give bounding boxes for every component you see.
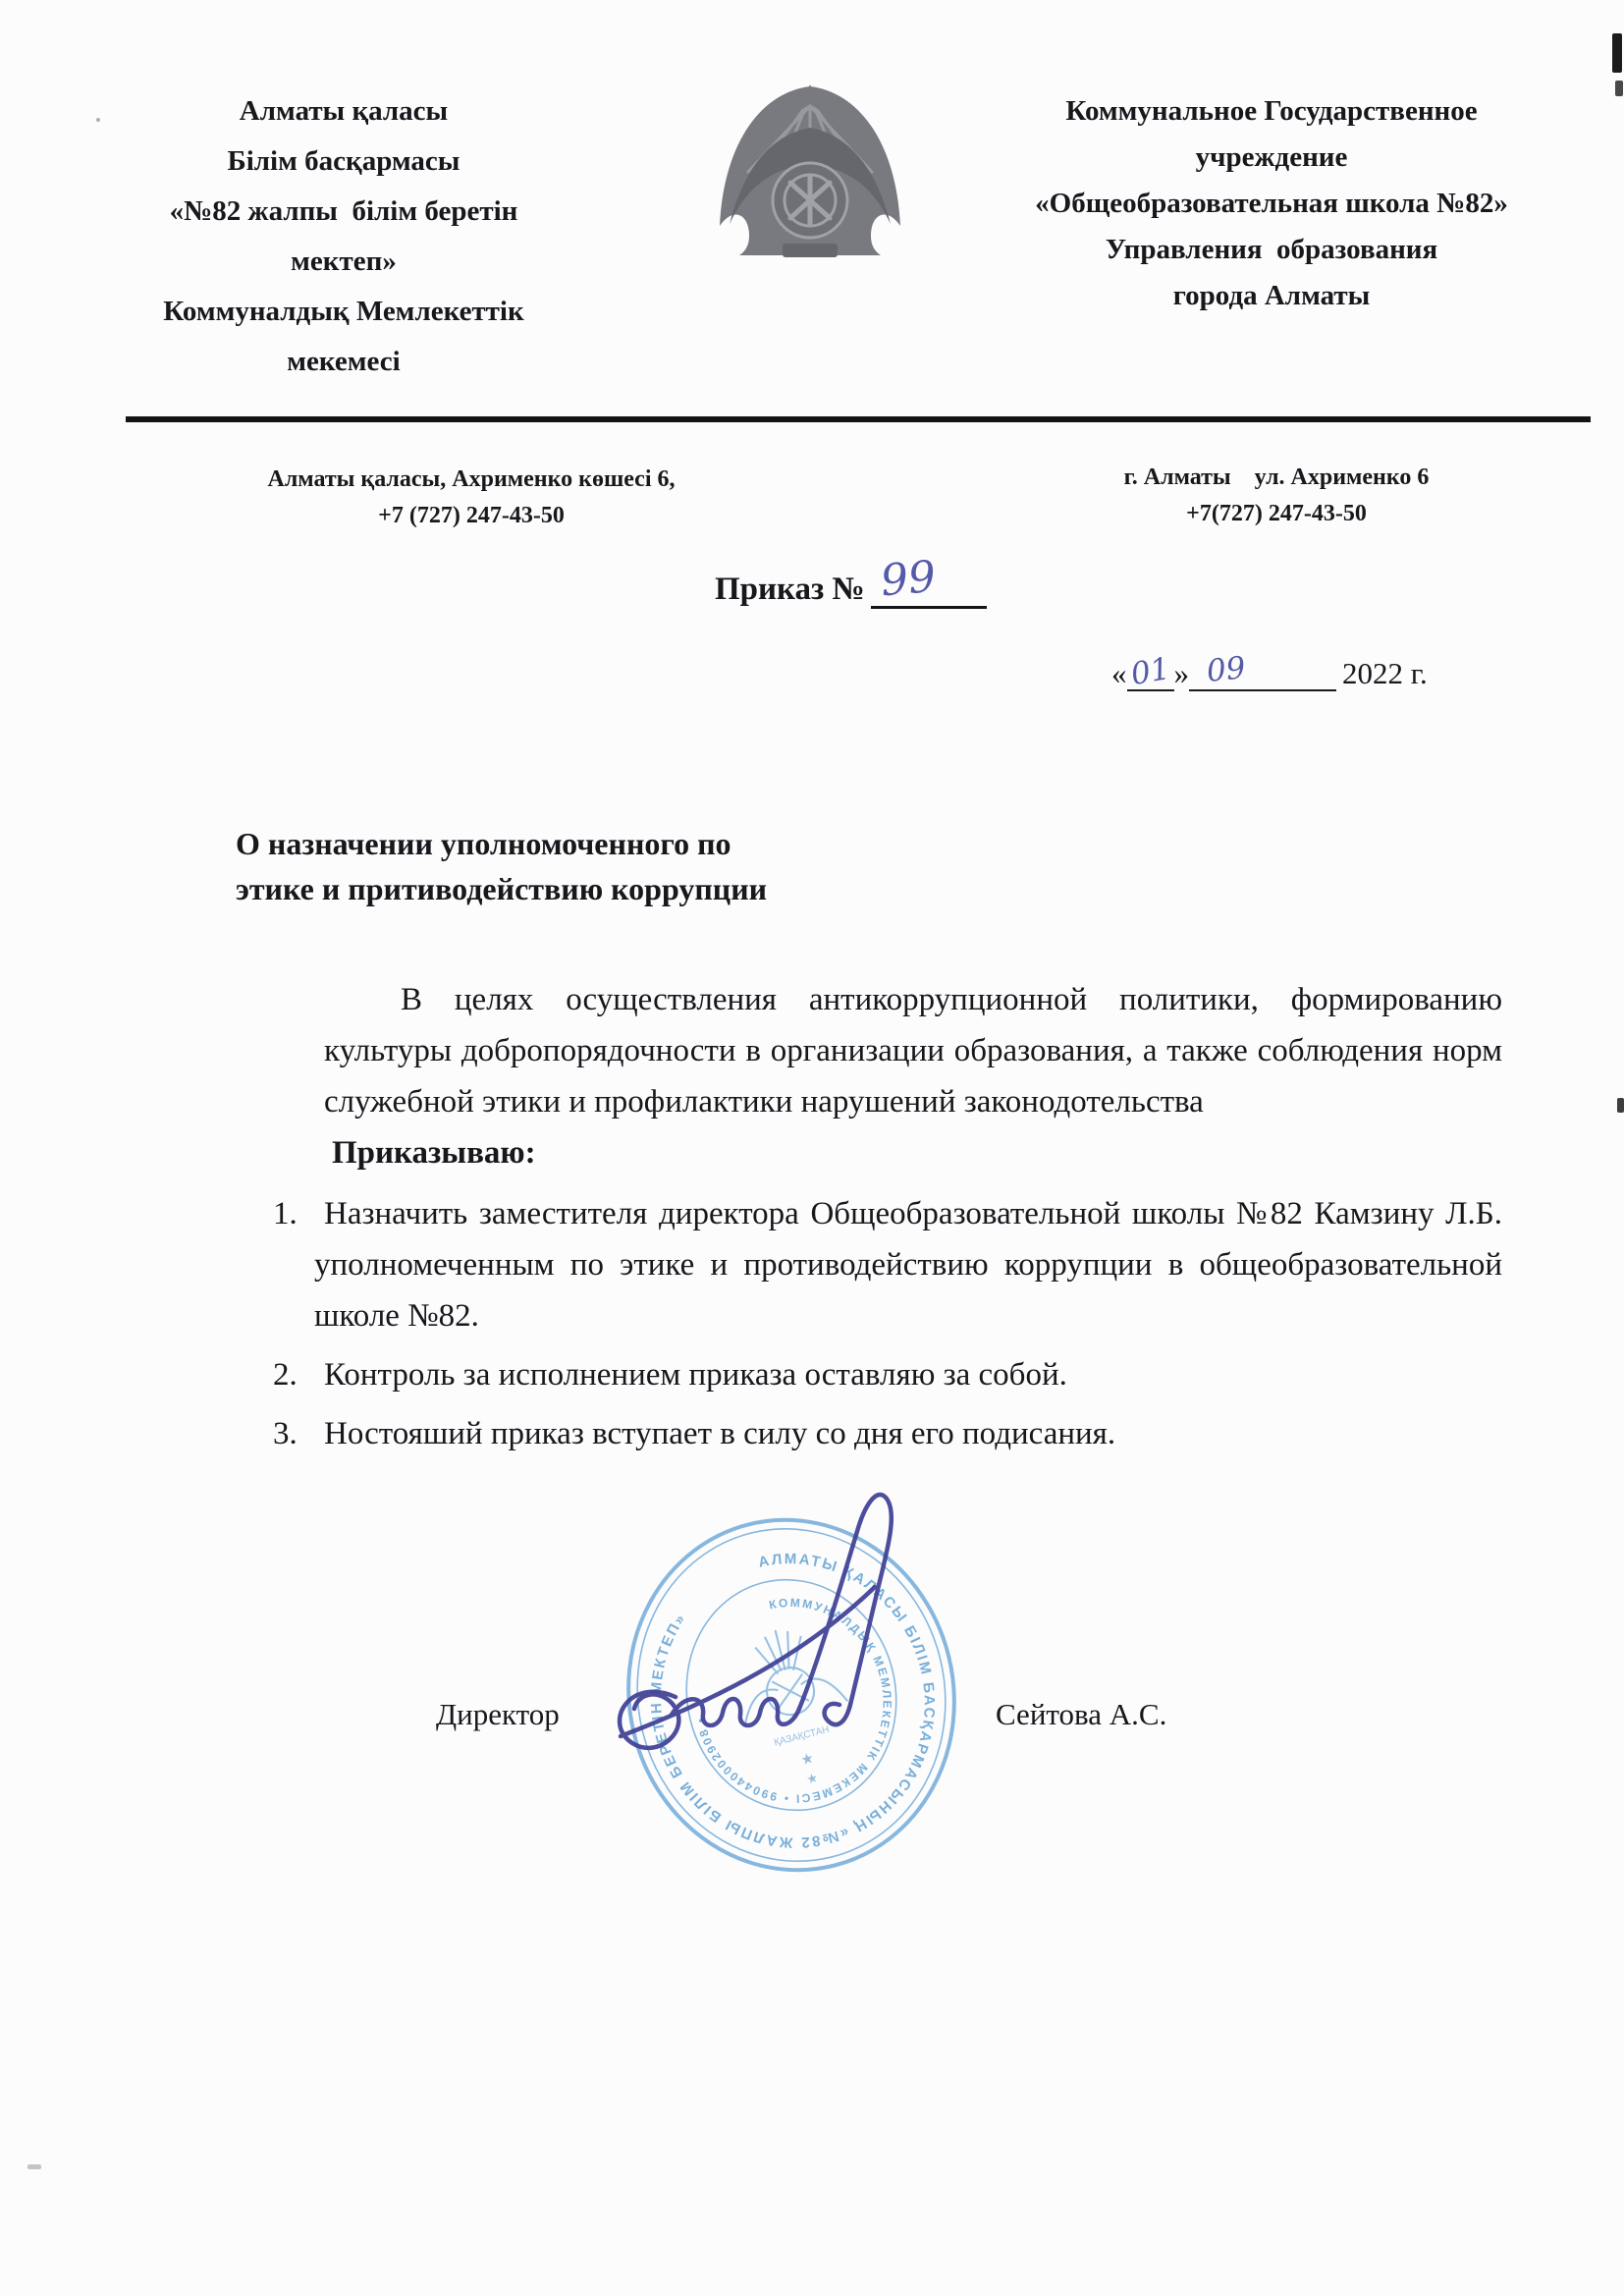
handwritten-month: 09 [1205,650,1248,689]
order-item-2 [273,1349,1502,1400]
phone-line: +7(727) 247-43-50 [1186,501,1367,526]
star-icon: ★ [804,1770,820,1787]
header-kazakh-line: мекемесі [287,346,401,377]
handwritten-signature-icon [577,1471,990,1795]
open-quote: « [1111,656,1127,690]
header-russian-line: Коммунальное Государственное [1065,95,1478,127]
subject-line: этике и притиводействию коррупции [236,871,768,906]
phone-line: +7 (727) 247-43-50 [378,503,565,528]
scan-artifact [1617,1098,1624,1113]
item-text: Назначить заместителя директора Общеобразовательной школы №82 Камзину Л.Б. [324,1196,1502,1231]
header-russian-block [987,88,1556,319]
stamp-inner-ring-text: КОММУНАЛДЫҚ МЕМЛЕКЕТТІК МЕКЕМЕСІ • 990440002908 • [692,1595,894,1806]
scan-artifact [96,118,100,122]
header-russian-line: учреждение [1195,141,1348,173]
paragraph-line: В целях осуществления антикоррупционной политики, формированию [401,982,1502,1017]
handwritten-day: 01 [1127,650,1172,693]
subject-line: О назначении уполномоченного по [236,826,731,861]
header-kazakh-block [118,86,569,387]
stamp-center-caption: ҚАЗАҚСТАН [773,1723,831,1749]
scan-artifact [1612,33,1622,73]
item-number: 2. [273,1357,298,1393]
scan-artifact [1615,81,1623,96]
order-number-line [715,551,987,609]
order-item-3 [273,1408,1502,1459]
contact-russian-block [1041,460,1512,532]
order-item-1 [273,1188,1502,1341]
handwritten-order-number: 99 [878,551,938,607]
day-blank [1127,650,1174,693]
address-line: г. Алматы ул. Ахрименко 6 [1123,465,1430,490]
kazakhstan-coat-of-arms-icon [700,77,920,265]
item-number: 1. [273,1196,298,1231]
close-quote: » [1173,656,1189,690]
order-number-blank [871,551,987,609]
order-label: Приказ № [715,572,865,607]
item-number: 3. [273,1416,298,1451]
paragraph-line: культуры добропорядочности в организации образования, а также соблюдения норм [324,1033,1502,1068]
year-label: 2022 г. [1342,656,1428,690]
resolve-label: Приказываю: [332,1135,536,1171]
paragraph-line: служебной этики и профилактики нарушений законодотельства [324,1084,1204,1120]
signer-name: Сейтова А.С. [996,1697,1167,1731]
scan-artifact [27,2164,41,2169]
header-kazakh-line: Коммуналдық Мемлекеттік [163,296,524,327]
item-line [273,1188,1502,1239]
header-russian-line: города Алматы [1172,280,1371,311]
header-russian-line: Управления образования [1105,234,1438,265]
order-subject [236,821,864,911]
order-items [273,1188,1502,1459]
stamp-outer-ring-text: АЛМАТЫ ҚАЛАСЫ БІЛІМ БАСҚАРМАСЫНЫҢ «№82 ЖАЛПЫ БІЛІМ БЕРЕТІН МЕКТЕП» [647,1551,938,1851]
item-text: Контроль за исполнением приказа оставляю за собой. [324,1357,1067,1393]
item-line: школе №82. [314,1298,479,1334]
header-kazakh-line: «№82 жалпы білім беретін мектеп» [169,195,525,277]
date-line [1111,648,1428,691]
header-divider [126,416,1591,422]
star-icon: ★ [798,1750,816,1770]
contact-kazakh-block [226,462,717,534]
signer-role: Директор [436,1697,560,1731]
header-russian-line: «Общеобразовательная школа №82» [1035,188,1508,219]
item-text: Ностояший приказ вступает в силу со дня его подисания. [324,1416,1116,1451]
address-line: Алматы қаласы, Ахрименко көшесі 6, [267,466,676,492]
item-line: уполномеченным по этике и противодействию коррупции в общеобразовательной [314,1247,1502,1283]
header-kazakh-line: Білім басқармасы [227,145,460,177]
header-kazakh-line: Алматы қаласы [239,95,449,127]
month-blank [1189,650,1336,691]
order-body [324,974,1502,1178]
